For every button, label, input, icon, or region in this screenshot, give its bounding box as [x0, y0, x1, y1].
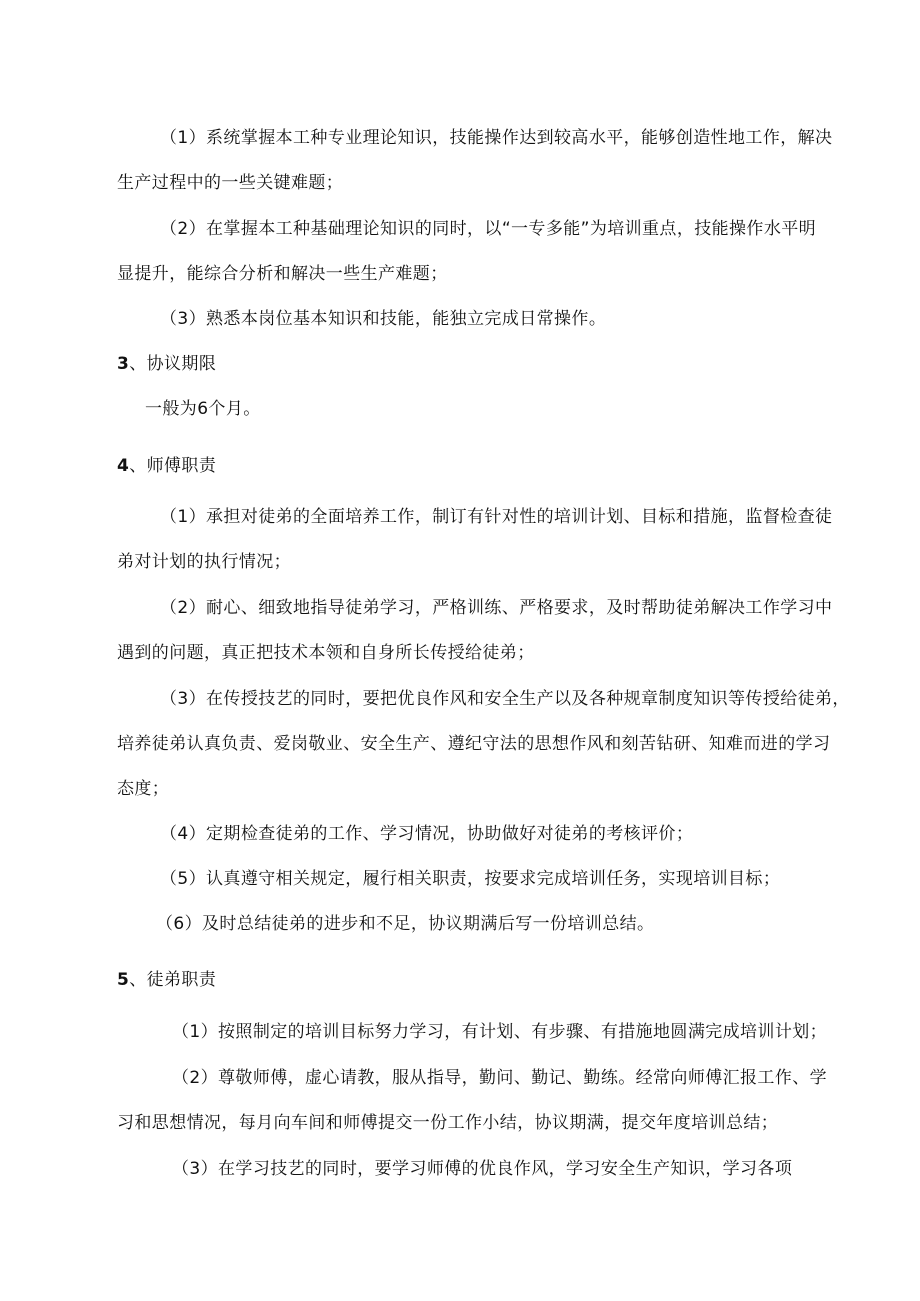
section5-number: 5: [117, 970, 130, 990]
s5-item2-line1: （2）尊敬师傅，虚心请教，服从指导，勤问、勤记、勤练。经常向师傅汇报工作、学: [172, 1068, 828, 1088]
section3-body: 一般为6个月。: [145, 399, 261, 419]
section3-heading: [117, 352, 216, 376]
section4-title: 、师傅职责: [129, 456, 217, 476]
section3-number: 3: [117, 354, 130, 374]
s2-item2-line2: 显提升，能综合分析和解决一些生产难题；: [117, 264, 448, 284]
s4-item1-line1: （1）承担对徒弟的全面培养工作，制订有针对性的培训计划、目标和措施，监督检查徒: [160, 507, 833, 527]
s2-item2-line1: （2）在掌握本工种基础理论知识的同时，以“一专多能”为培训重点，技能操作水平明: [160, 219, 817, 239]
s4-item3-line1: （3）在传授技艺的同时，要把优良作风和安全生产以及各种规章制度知识等传授给徒弟，: [160, 689, 850, 709]
s4-item4-line1: （4）定期检查徒弟的工作、学习情况，协助做好对徒弟的考核评价；: [160, 824, 694, 844]
s5-item1-line1: （1）按照制定的培训目标努力学习，有计划、有步骤、有措施地圆满完成培训计划；: [172, 1022, 828, 1042]
s4-item2-line2: 遇到的问题，真正把技术本领和自身所长传授给徒弟；: [117, 643, 535, 663]
s4-item3-line2: 培养徒弟认真负责、爱岗敬业、安全生产、遵纪守法的思想作风和刻苦钻研、知难而进的学习: [117, 734, 831, 754]
section3-title: 、协议期限: [129, 354, 217, 374]
s2-item3-line1: （3）熟悉本岗位基本知识和技能，能独立完成日常操作。: [160, 309, 607, 329]
section4-number: 4: [117, 456, 130, 476]
section5-title: 、徒弟职责: [129, 970, 217, 990]
s4-item1-line2: 弟对计划的执行情况；: [117, 552, 291, 572]
s4-item3-line3: 态度；: [117, 779, 170, 799]
section5-heading: [117, 968, 216, 992]
s4-item5-line1: （5）认真遵守相关规定，履行相关职责，按要求完成培训任务，实现培训目标；: [160, 869, 781, 889]
s2-item1-line2: 生产过程中的一些关键难题；: [117, 173, 344, 193]
s4-item6-line1: （6）及时总结徒弟的进步和不足，协议期满后写一份培训总结。: [156, 914, 655, 934]
s4-item2-line1: （2）耐心、细致地指导徒弟学习，严格训练、严格要求，及时帮助徒弟解决工作学习中: [160, 598, 833, 618]
section4-heading: [117, 454, 216, 478]
s5-item2-line2: 习和思想情况，每月向车间和师傅提交一份工作小结，协议期满，提交年度培训总结；: [117, 1113, 779, 1133]
s5-item3-line1: （3）在学习技艺的同时，要学习师傅的优良作风，学习安全生产知识，学习各项: [172, 1159, 793, 1179]
s2-item1-line1: （1）系统掌握本工种专业理论知识，技能操作达到较高水平，能够创造性地工作，解决: [160, 128, 833, 148]
